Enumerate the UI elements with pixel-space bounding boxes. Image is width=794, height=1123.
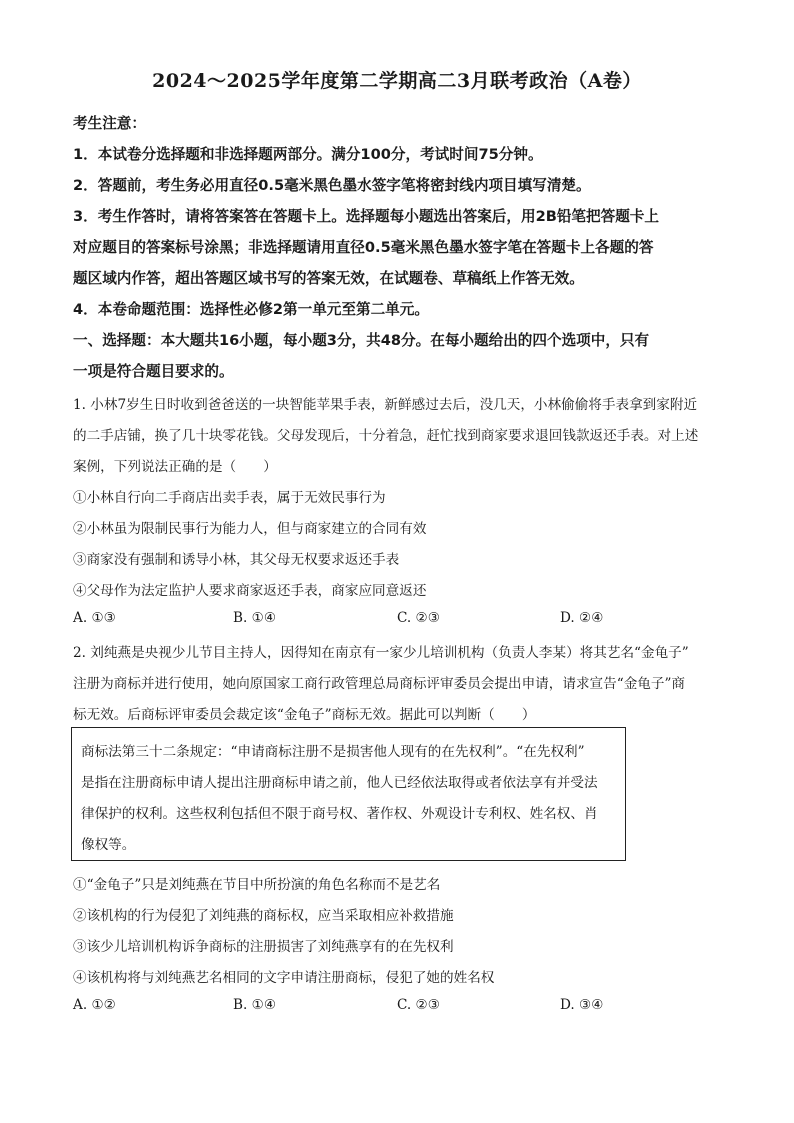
section-heading-line-1: 一、选择题：本大题共16小题，每小题3分，共48分。在每小题给出的四个选项中，只有 xyxy=(73,332,650,349)
q1-option-d[interactable]: D. ②④ xyxy=(560,610,604,626)
notice-line-4: 对应题目的答案标号涂黑；非选择题请用直径0.5毫米黑色墨水签字笔在答题卡上各题的答 xyxy=(73,239,654,256)
q1-item-2: ②小林虽为限制民事行为能力人，但与商家建立的合同有效 xyxy=(73,521,427,537)
q1-stem-line-2: 的二手店铺，换了几十块零花钱。父母发现后，十分着急，赶忙找到商家要求退回钱款返还手表。对上述 xyxy=(73,428,699,444)
q2-stem-line-3: 标无效。后商标评审委员会裁定该“金龟子”商标无效。据此可以判断（ ） xyxy=(73,707,536,723)
q1-option-a[interactable]: A. ①③ xyxy=(73,610,116,626)
q2-box-line-2: 是指在注册商标申请人提出注册商标申请之前，他人已经依法取得或者依法享有并受法 xyxy=(81,775,598,791)
q1-item-1: ①小林自行向二手商店出卖手表，属于无效民事行为 xyxy=(73,490,386,506)
q1-item-4: ④父母作为法定监护人要求商家返还手表，商家应同意返还 xyxy=(73,583,427,599)
notice-line-6: 4．本卷命题范围：选择性必修2第一单元至第二单元。 xyxy=(73,301,429,318)
section-heading-line-2: 一项是符合题目要求的。 xyxy=(73,363,234,380)
q1-stem-line-1: 1. 小林7岁生日时收到爸爸送的一块智能苹果手表，新鲜感过去后，没几天，小林偷偷将手表拿到家附近 xyxy=(73,397,698,413)
q1-option-b[interactable]: B. ①④ xyxy=(233,610,277,626)
q2-option-a[interactable]: A. ①② xyxy=(73,997,116,1013)
q2-option-d[interactable]: D. ③④ xyxy=(560,997,604,1013)
q2-box-line-1: 商标法第三十二条规定：“申请商标注册不是损害他人现有的在先权利”。“在先权利” xyxy=(81,744,585,760)
notice-line-2: 2．答题前，考生务必用直径0.5毫米黑色墨水签字笔将密封线内项目填写清楚。 xyxy=(73,177,591,194)
q2-item-2: ②该机构的行为侵犯了刘纯燕的商标权，应当采取相应补救措施 xyxy=(73,908,454,924)
q2-material-box xyxy=(71,727,626,861)
notice-line-1: 1．本试卷分选择题和非选择题两部分。满分100分，考试时间75分钟。 xyxy=(73,146,543,163)
q2-stem-line-1: 2. 刘纯燕是央视少儿节目主持人，因得知在南京有一家少儿培训机构（负责人李某）将其艺名“金龟子” xyxy=(73,645,689,661)
q2-item-3: ③该少儿培训机构诉争商标的注册损害了刘纯燕享有的在先权利 xyxy=(73,939,454,955)
q2-option-c[interactable]: C. ②③ xyxy=(397,997,440,1013)
q2-option-b[interactable]: B. ①④ xyxy=(233,997,277,1013)
q2-box-line-3: 律保护的权利。这些权利包括但不限于商号权、著作权、外观设计专利权、姓名权、肖 xyxy=(81,806,598,822)
q2-stem-line-2: 注册为商标并进行使用，她向原国家工商行政管理总局商标评审委员会提出申请，请求宣告“金龟子”商 xyxy=(73,676,686,692)
q2-item-1: ①“金龟子”只是刘纯燕在节目中所扮演的角色名称而不是艺名 xyxy=(73,877,441,893)
exam-title: 2024～2025学年度第二学期高二3月联考政治（A卷） xyxy=(152,70,642,92)
notice-heading: 考生注意： xyxy=(73,115,146,132)
notice-line-5: 题区域内作答，超出答题区域书写的答案无效，在试题卷、草稿纸上作答无效。 xyxy=(73,270,584,287)
q1-option-c[interactable]: C. ②③ xyxy=(397,610,440,626)
notice-line-3: 3．考生作答时，请将答案答在答题卡上。选择题每小题选出答案后，用2B铅笔把答题卡上 xyxy=(73,208,659,225)
q2-item-4: ④该机构将与刘纯燕艺名相同的文字申请注册商标，侵犯了她的姓名权 xyxy=(73,970,495,986)
q2-box-line-4: 像权等。 xyxy=(81,837,136,853)
q1-stem-line-3: 案例，下列说法正确的是（ ） xyxy=(73,459,277,475)
q1-item-3: ③商家没有强制和诱导小林，其父母无权要求返还手表 xyxy=(73,552,400,568)
